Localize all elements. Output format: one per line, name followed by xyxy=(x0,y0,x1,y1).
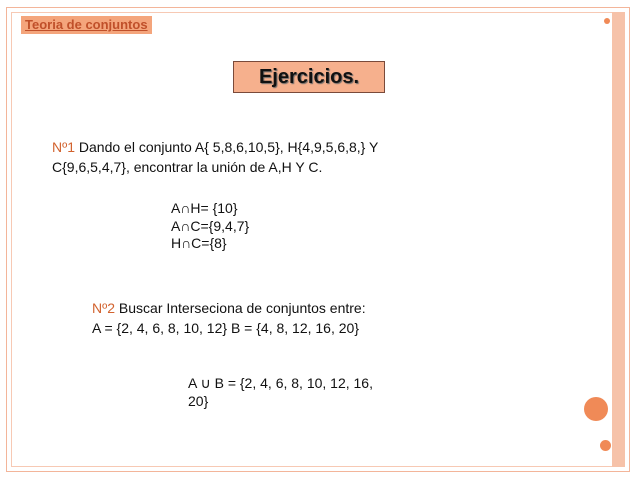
ex2-result-line2: 20} xyxy=(188,393,209,409)
ex1-line2: C{9,6,5,4,7}, encontrar la unión de A,H Y C. xyxy=(52,159,323,175)
ex1-line1-text: Dando el conjunto A{ 5,8,6,10,5}, H{4,9,5,6,8,} Y xyxy=(75,139,379,155)
side-decor-bar xyxy=(612,12,625,467)
ex2-number: Nº2 xyxy=(92,300,116,316)
decor-circle-small xyxy=(600,440,611,451)
ex1-result: H∩C={8} xyxy=(171,235,227,251)
ex2-result-line1: A ∪ B = {2, 4, 6, 8, 10, 12, 16, xyxy=(188,375,373,391)
ex1-number: Nº1 xyxy=(52,139,76,155)
ex2-line1 xyxy=(92,298,366,318)
slide-header-title: Teoria de conjuntos xyxy=(21,16,152,34)
ex2-line1-text: Buscar Interseciona de conjuntos entre: xyxy=(115,300,366,316)
ex1-line1 xyxy=(52,137,378,157)
ex2-line2: A = {2, 4, 6, 8, 10, 12} B = {4, 8, 12, 16, 20} xyxy=(92,320,359,336)
ex1-result: A∩H= {10} xyxy=(171,200,238,216)
exercises-title-box xyxy=(233,61,385,93)
decor-dot-top xyxy=(604,18,610,24)
exercises-title: Ejercicios. xyxy=(258,65,360,88)
ex1-result: A∩C={9,4,7} xyxy=(171,218,250,234)
decor-circle-large xyxy=(584,397,608,421)
